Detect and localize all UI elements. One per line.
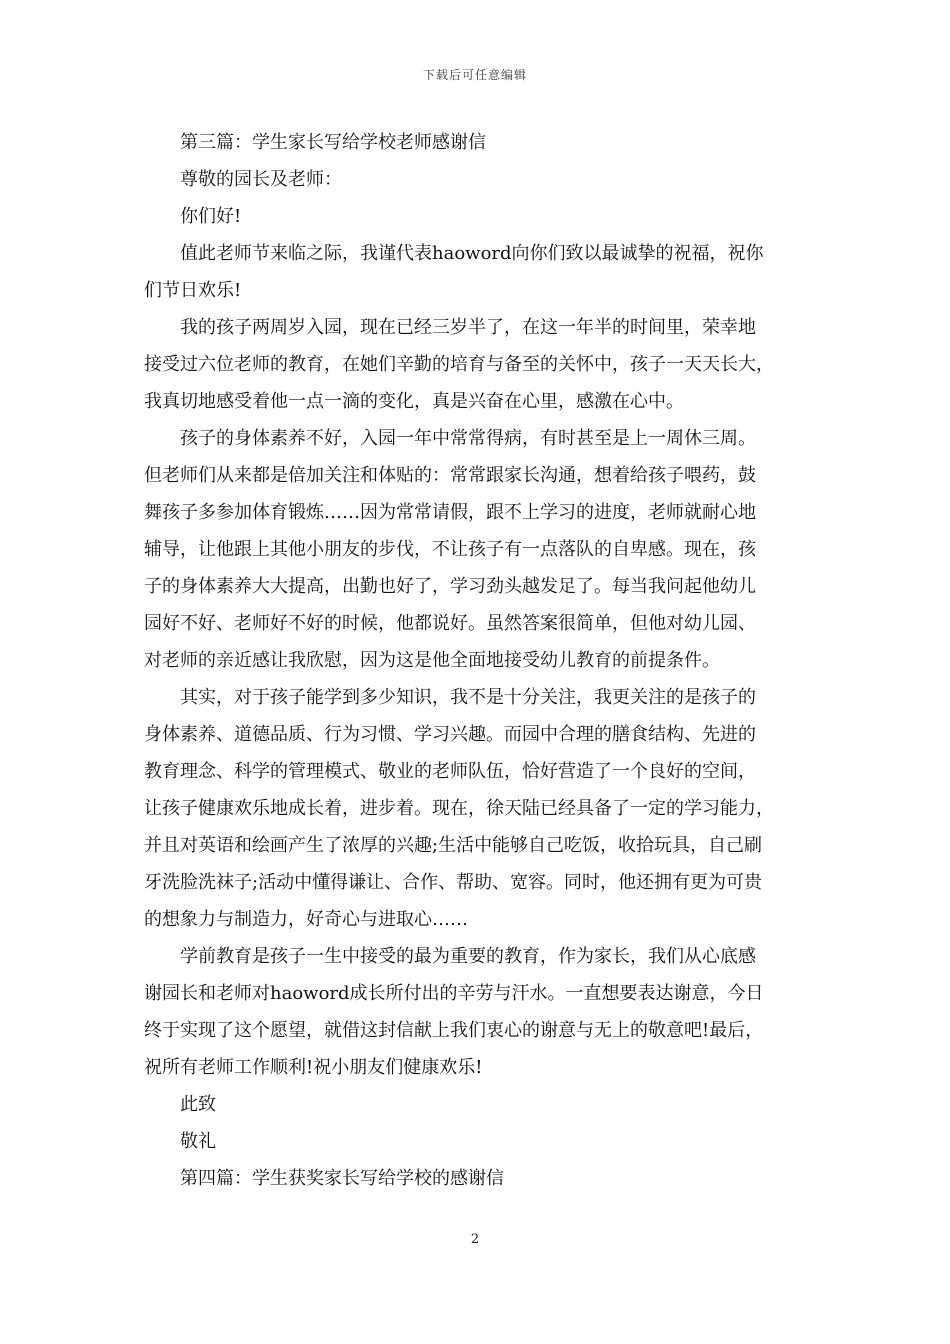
text-line: 尊敬的园长及老师： [180, 169, 342, 190]
text-line: 园好不好、老师好不好的时候，他都说好。虽然答案很简单，但他对幼儿园、 [144, 613, 756, 634]
text-line: 孩子的身体素养不好，入园一年中常常得病，有时甚至是上一周休三周。 [180, 428, 756, 449]
text-line: 子的身体素养大大提高，出勤也好了，学习劲头越发足了。每当我问起他幼儿 [144, 576, 756, 597]
text-line: 终于实现了这个愿望，就借这封信献上我们衷心的谢意与无上的敬意吧!最后， [144, 1020, 764, 1041]
text-line: 我的孩子两周岁入园，现在已经三岁半了，在这一年半的时间里，荣幸地 [180, 317, 756, 338]
text-line: 其实，对于孩子能学到多少知识，我不是十分关注，我更关注的是孩子的 [180, 687, 756, 708]
text-line: 教育理念、科学的管理模式、敬业的老师队伍，恰好营造了一个良好的空间， [144, 761, 756, 782]
text-line: 舞孩子多参加体育锻炼……因为常常请假，跟不上学习的进度，老师就耐心地 [144, 502, 756, 523]
text-line: 谢园长和老师对haoword成长所付出的辛劳与汗水。一直想要表达谢意，今日 [144, 983, 764, 1004]
text-line: 牙洗脸洗袜子;活动中懂得谦让、合作、帮助、宽容。同时，他还拥有更为可贵 [144, 872, 763, 893]
page-header: 下载后可任意编辑 [422, 68, 527, 82]
text-line: 我真切地感受着他一点一滴的变化，真是兴奋在心里，感激在心中。 [144, 391, 684, 412]
text-line: 们节日欢乐! [144, 280, 242, 301]
text-line: 敬礼 [180, 1131, 216, 1152]
text-line: 但老师们从来都是倍加关注和体贴的：常常跟家长沟通，想着给孩子喂药，鼓 [144, 465, 756, 486]
text-line: 学前教育是孩子一生中接受的最为重要的教育，作为家长，我们从心底感 [180, 946, 756, 967]
text-line: 对老师的亲近感让我欣慰，因为这是他全面地接受幼儿教育的前提条件。 [144, 650, 720, 671]
text-line: 接受过六位老师的教育，在她们辛勤的培育与备至的关怀中，孩子一天天长大， [144, 354, 774, 375]
text-line: 并且对英语和绘画产生了浓厚的兴趣;生活中能够自己吃饭，收拾玩具，自己刷 [144, 835, 763, 856]
text-line: 辅导，让他跟上其他小朋友的步伐，不让孩子有一点落队的自卑感。现在，孩 [144, 539, 756, 560]
document-body [144, 124, 808, 1197]
page-number: 2 [470, 1232, 480, 1247]
text-line: 此致 [180, 1094, 216, 1115]
text-line: 的想象力与制造力，好奇心与进取心…… [144, 909, 468, 930]
text-line: 值此老师节来临之际，我谨代表haoword向你们致以最诚挚的祝福，祝你 [180, 243, 764, 264]
text-line: 第四篇：学生获奖家长写给学校的感谢信 [180, 1168, 504, 1189]
text-line: 祝所有老师工作顺利!祝小朋友们健康欢乐! [144, 1057, 483, 1078]
text-line: 第三篇：学生家长写给学校老师感谢信 [180, 132, 486, 153]
text-line: 你们好! [180, 206, 242, 227]
text-line: 让孩子健康欢乐地成长着，进步着。现在，徐天陆已经具备了一定的学习能力， [144, 798, 774, 819]
text-line: 身体素养、道德品质、行为习惯、学习兴趣。而园中合理的膳食结构、先进的 [144, 724, 756, 745]
